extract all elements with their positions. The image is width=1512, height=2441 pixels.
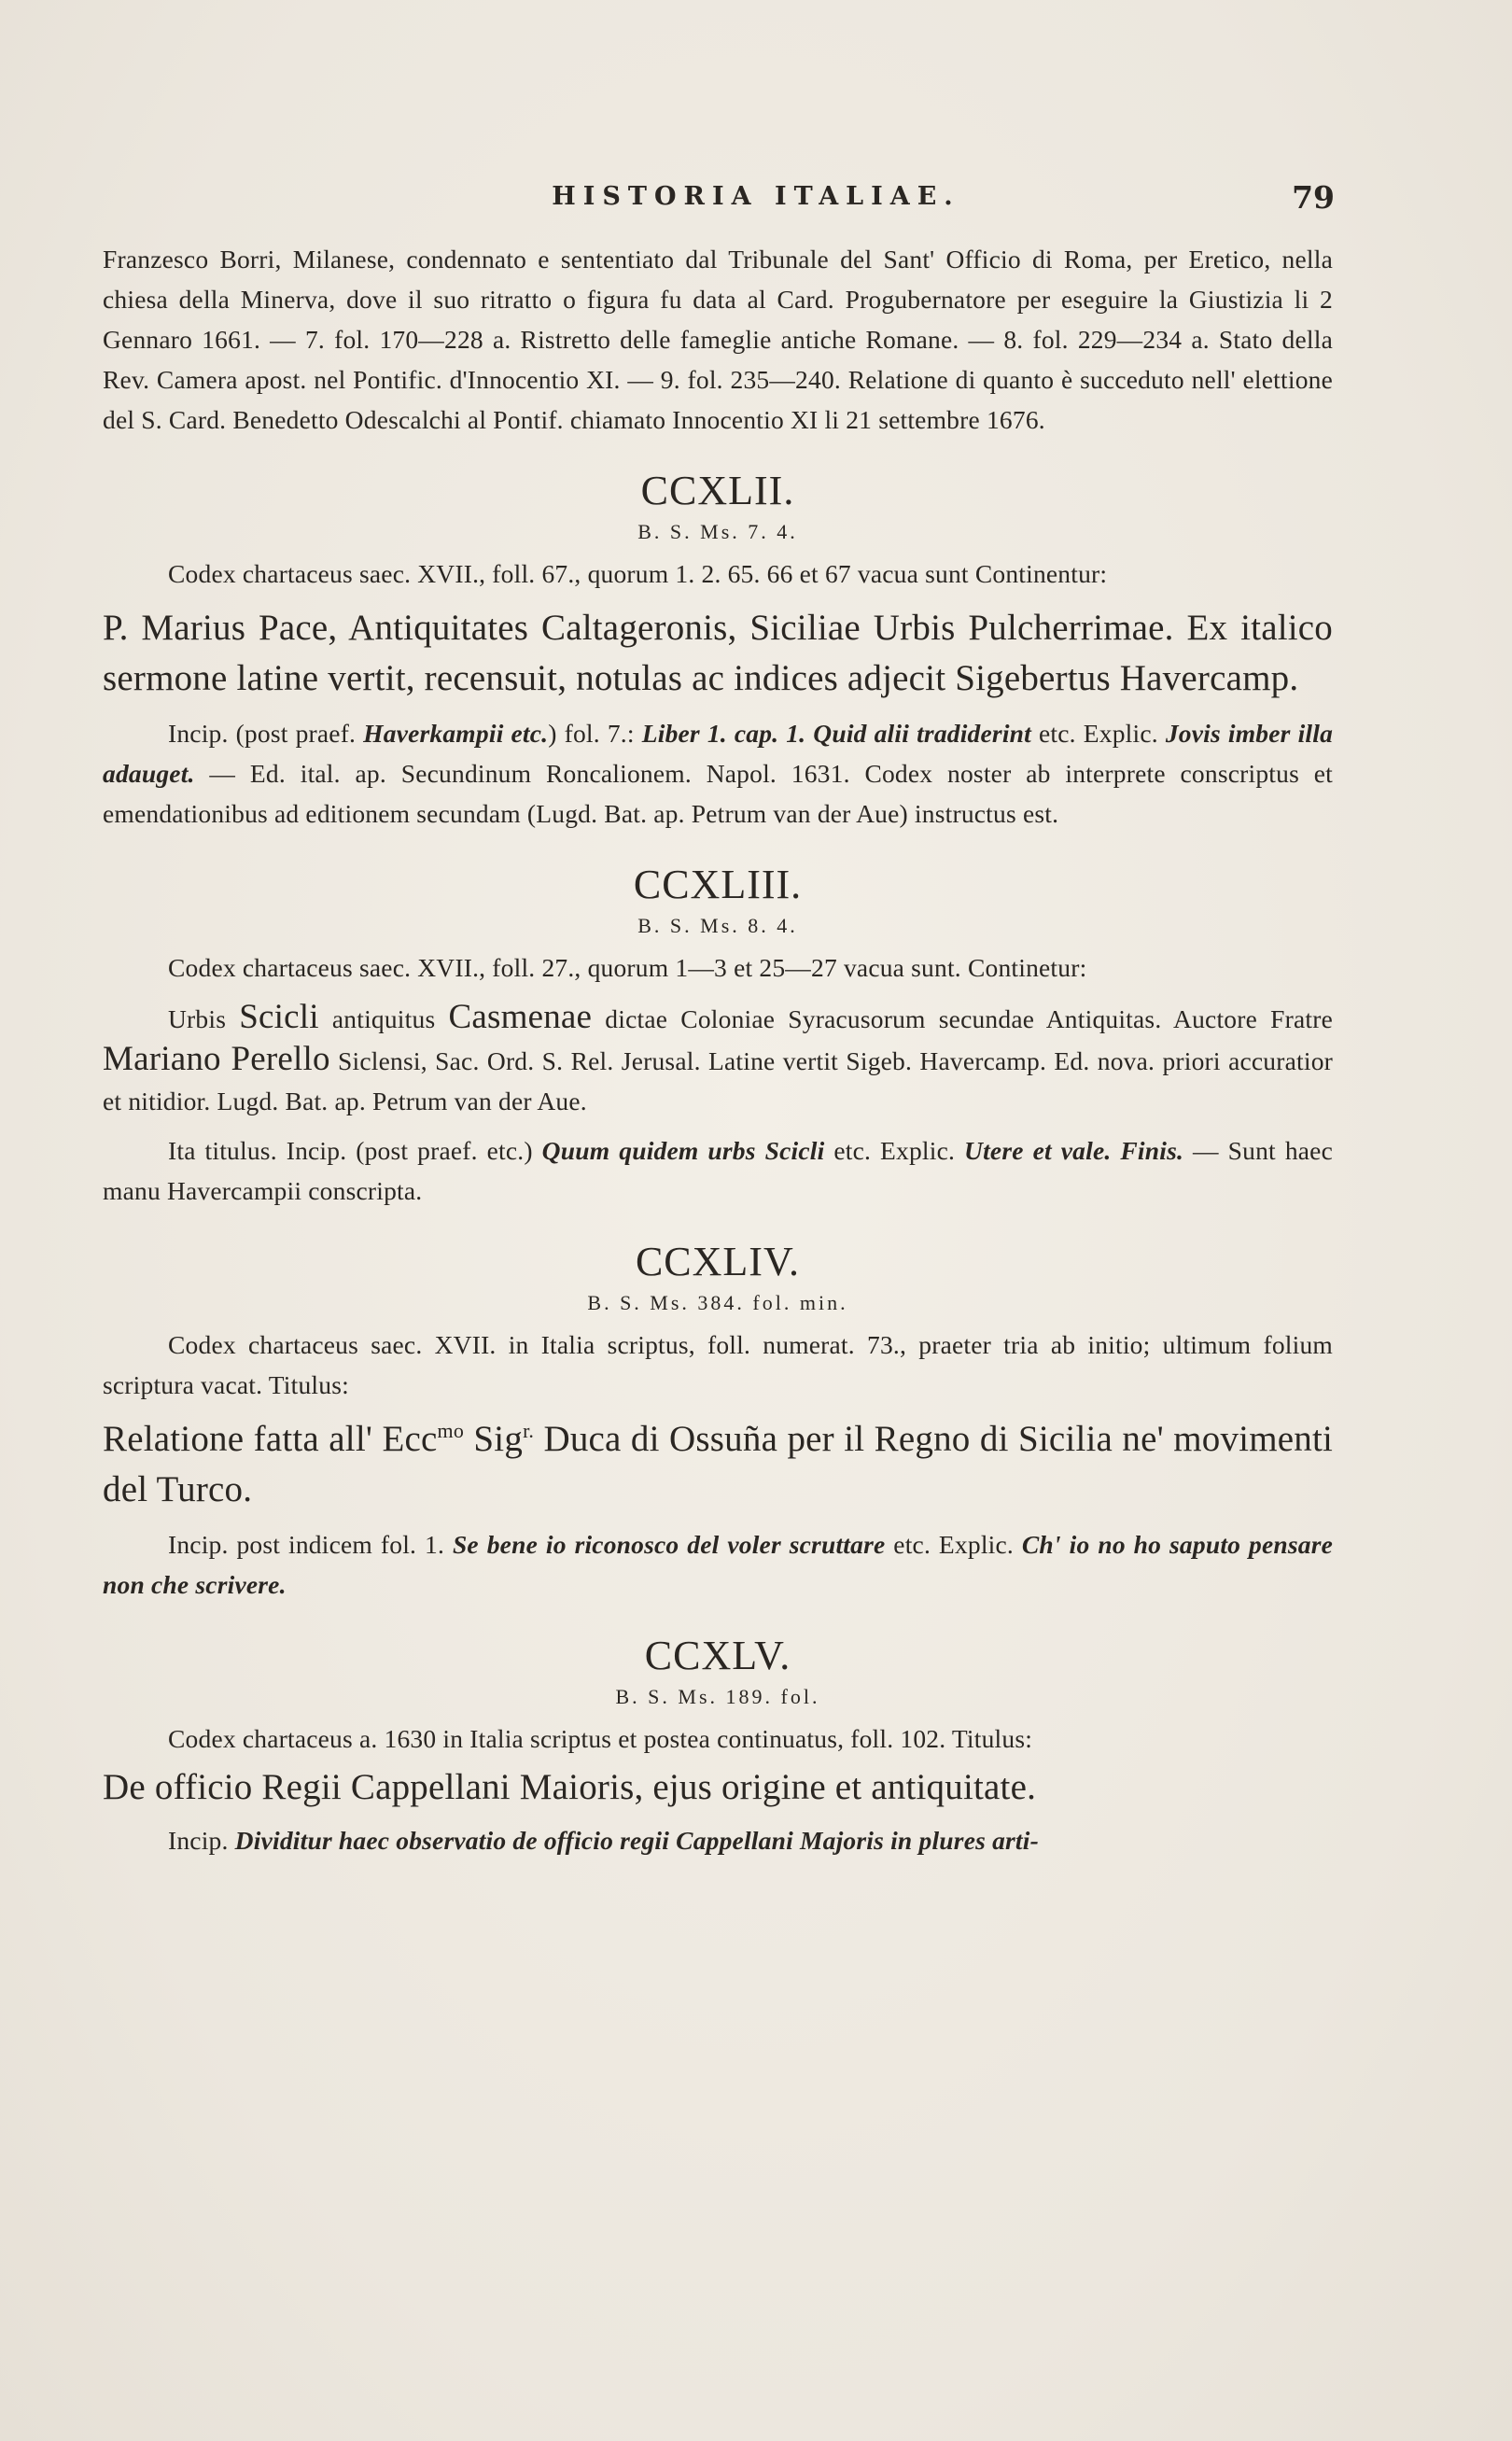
intro-paragraph: Franzesco Borri, Milanese, condennato e sententiato dal Tribunale del Sant' Officio di Roma, per Eretico, nella chiesa della Minerva, dove il suo ritratto o figura fu data al Card. Progubernatore per eseguire la Giustizia li 2 Gennaro 1661. — 7. fol. 170—228 a. Ristretto delle fameglie antiche Romane. — 8. fol. 229—234 a. Stato della Rev. Camera apost. nel Pontific. d'Innocentio XI. — 9. fol. 235—240. Relatione di quanto è succeduto nell' elettione del S. Card. Benedetto Odescalchi al Pontif. chiamato Innocentio XI li 21 settembre 1676.	[103, 245, 1333, 434]
shelfmark: B. S. Ms. 189. fol.	[615, 1685, 820, 1708]
codex-description: Codex chartaceus saec. XVII., foll. 27., quorum 1—3 et 25—27 vacua sunt. Continetur:	[168, 953, 1087, 982]
entry-number: CCXLV.	[644, 1633, 791, 1678]
incipit-explicit: Ita titulus. Incip. (post praef. etc.) Quum quidem urbs Scicli etc. Explic. Utere et vale. Finis. — Sunt haec manu Havercampii conscripta.	[103, 1136, 1333, 1205]
entry-number: CCXLII.	[640, 468, 795, 513]
incipit-explicit: Incip. (post praef. Haverkampii etc.) fol. 7.: Liber 1. cap. 1. Quid alii tradiderint etc. Explic. Jovis imber illa adauget. — Ed. ital. ap. Secundinum Roncalionem. Napol. 1631. Codex noster ab interprete conscriptus et emendationibus ad editionem secundam (Lugd. Bat. ap. Petrum van der Aue) instructus est.	[103, 719, 1334, 828]
entry-ccxliv	[103, 1235, 1333, 1605]
entry-ccxlii	[103, 464, 1333, 834]
codex-description: Codex chartaceus a. 1630 in Italia scriptus et postea continuatus, foll. 102. Titulus:	[168, 1724, 1033, 1753]
work-title: De officio Regii Cappellani Maioris, ejus origine et antiquitate.	[103, 1767, 1037, 1807]
shelfmark: B. S. Ms. 8. 4.	[637, 914, 798, 937]
incipit-explicit: Incip. post indicem fol. 1. Se bene io riconosco del voler scruttare etc. Explic. Ch' io no ho saputo pensare non che scrivere.	[103, 1530, 1334, 1599]
incipit-explicit: Incip. Dividitur haec observatio de officio regii Cappellani Majoris in plures arti-	[168, 1826, 1039, 1855]
entry-ccxliii	[103, 858, 1333, 1211]
work-title: Relatione fatta all' Ecc$^{mo}$ Sig$^{r.}$ Duca di Ossuña per il Regno di Sicilia ne' movimenti del Turco.	[103, 1419, 1334, 1509]
entry-number: CCXLIII.	[633, 862, 803, 907]
entry-ccxlv	[103, 1629, 1333, 1860]
work-title: P. Marius Pace, Antiquitates Caltageronis, Siciliae Urbis Pulcherrimae. Ex italico sermone latine vertit, recensuit, notulas ac indices adjecit Sigebertus Havercamp.	[103, 608, 1333, 698]
shelfmark: B. S. Ms. 384. fol. min.	[587, 1291, 848, 1314]
running-head: HISTORIA ITALIAE.	[552, 182, 960, 211]
work-title: Urbis Scicli antiquitus Casmenae dictae Coloniae Syracusorum secundae Antiquitas. Auctore Fratre Mariano Perello Siclensi, Sac. Ord. S. Rel. Jerusal. Latine vertit Sigeb. Havercamp. Ed. nova. priori accuratior et nitidior. Lugd. Bat. ap. Petrum van der Aue.	[103, 998, 1334, 1115]
shelfmark: B. S. Ms. 7. 4.	[637, 520, 798, 543]
page-number: 79	[1292, 179, 1335, 216]
codex-description: Codex chartaceus saec. XVII. in Italia scriptus, foll. numerat. 73., praeter tria ab initio; ultimum folium scriptura vacat. Titulus:	[103, 1330, 1333, 1399]
entry-number: CCXLIV.	[635, 1239, 801, 1284]
page-body	[103, 183, 1333, 1860]
codex-description: Codex chartaceus saec. XVII., foll. 67., quorum 1. 2. 65. 66 et 67 vacua sunt Continentur:	[168, 559, 1108, 588]
